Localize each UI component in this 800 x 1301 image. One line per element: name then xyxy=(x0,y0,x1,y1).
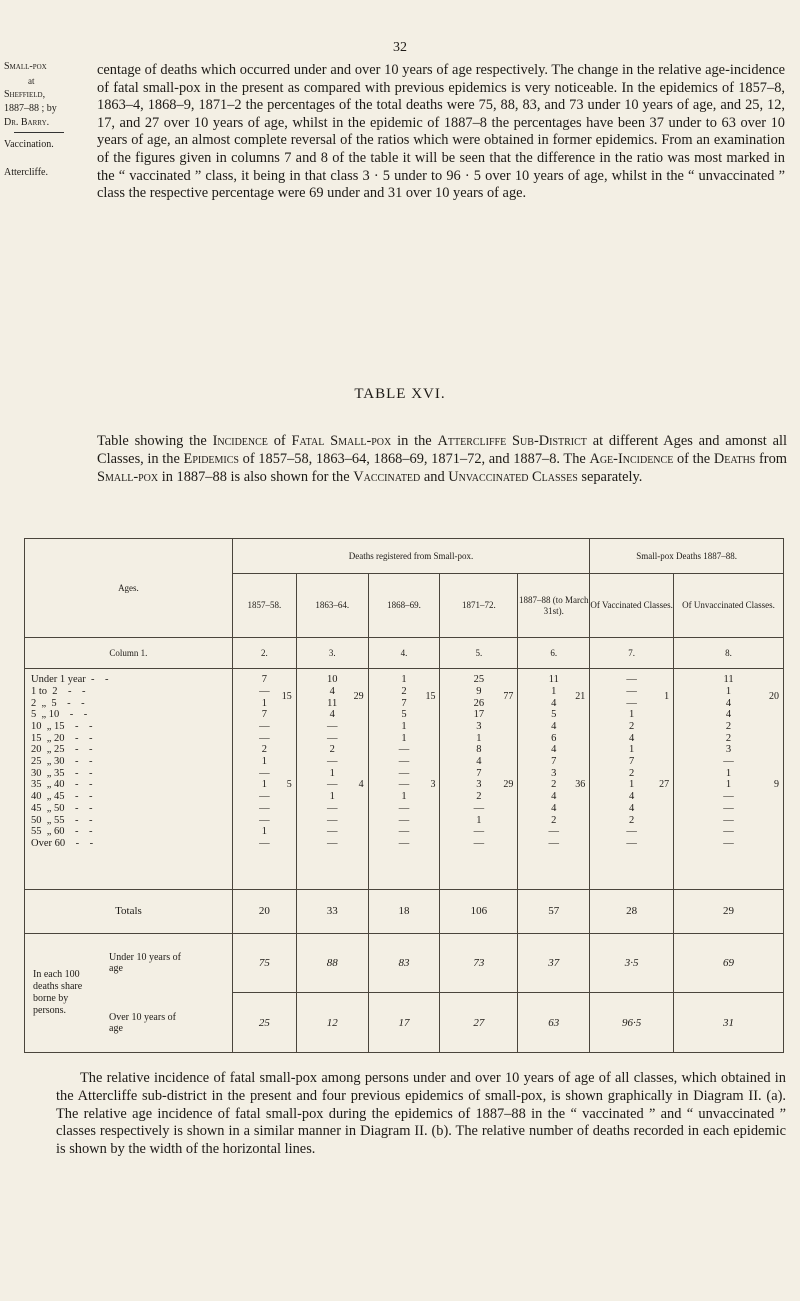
caption-fragment: in the xyxy=(391,433,438,449)
age-label: 35 „ 40 - - xyxy=(31,779,93,791)
cell-value: — xyxy=(398,826,410,838)
cell-value: 1 xyxy=(329,791,335,803)
total-value: 33 xyxy=(296,889,368,933)
cell-value: 1 xyxy=(551,685,557,697)
data-column xyxy=(674,669,784,890)
margin-notes xyxy=(4,60,94,180)
cell-value: — xyxy=(626,674,637,686)
cell-value: — xyxy=(723,756,734,768)
cell-value: 11 xyxy=(723,674,734,686)
age-label: 50 „ 55 - - xyxy=(31,814,93,826)
share-over-value: 27 xyxy=(440,993,518,1053)
smallpox-deaths-header: Small-pox Deaths 1887–88. xyxy=(590,539,784,574)
cell-value: 2 xyxy=(261,744,267,756)
cell-value: 1 xyxy=(329,767,335,779)
column-number: 6. xyxy=(518,638,590,669)
column-header: Of Unvaccinated Classes. xyxy=(674,574,784,638)
cell-value: — xyxy=(473,802,485,814)
totals-label: Totals xyxy=(25,889,233,933)
cell-value: 4 xyxy=(725,697,732,709)
cell-value: 1 xyxy=(401,791,407,803)
cell-value: — xyxy=(326,779,338,791)
share-over-value: 17 xyxy=(368,993,440,1053)
data-column xyxy=(296,669,368,890)
margin-note: Dr. Barry. xyxy=(4,117,50,128)
cell-value: 1 xyxy=(261,756,267,768)
share-under-value: 88 xyxy=(296,933,368,993)
column-header: Of Vaccinated Classes. xyxy=(590,574,674,638)
total-value: 18 xyxy=(368,889,440,933)
share-under-value: 3·5 xyxy=(590,933,674,993)
cell-value: — xyxy=(626,837,637,849)
cell-value: 4 xyxy=(551,791,557,803)
closing-paragraph xyxy=(56,1070,786,1159)
cell-value: 2 xyxy=(629,814,635,826)
share-label xyxy=(25,933,233,1052)
ages-header: Ages. xyxy=(25,539,233,638)
cell-value: 3 xyxy=(476,779,482,791)
cell-value: 2 xyxy=(551,779,557,791)
column-header: 1868–69. xyxy=(368,574,440,638)
cell-value: 2 xyxy=(725,720,732,732)
cell-value: 1 xyxy=(629,779,635,791)
caption-fragment: Unvaccinated Classes xyxy=(448,469,578,485)
age-label: Over 60 - - xyxy=(31,837,94,849)
share-over-value: 96·5 xyxy=(590,993,674,1053)
cell-value: 2 xyxy=(476,791,482,803)
age-label: 1 to 2 - - xyxy=(31,685,86,697)
intro-paragraph xyxy=(97,62,785,203)
deaths-registered-header: Deaths registered from Small-pox. xyxy=(232,539,589,574)
cell-value: 4 xyxy=(329,709,335,721)
age-label: 20 „ 25 - - xyxy=(31,744,93,756)
cell-value: 7 xyxy=(476,767,482,779)
data-column xyxy=(440,669,518,890)
under-10-group-total: 21 xyxy=(575,691,586,703)
cell-value: — xyxy=(723,802,734,814)
margin-note: Sheffield, xyxy=(4,89,46,100)
caption-fragment: Incidence xyxy=(212,433,268,449)
cell-value: — xyxy=(259,685,270,697)
column-number: 8. xyxy=(674,638,784,669)
share-under-value: 83 xyxy=(368,933,440,993)
share-over-value: 12 xyxy=(296,993,368,1053)
intro-text: centage of deaths which occurred under and over 10 years of age respectively. The change in the relative age-incidence of fatal small-pox in the present as compared with previous epidemics is very noticeable. In the epidemics of 1857–8, 1863–4, 1868–9, 1871–2 the percentages of the total deaths were 75, 88, 83, and 73 under 10 years of age, and 25, 12, 17, and 27 over 10 years of age, whilst in the epidemic of 1887–8 the percentages have been 37 under to 63 over 10 years of age, an almost complete reversal of the ratios which were obtained in former epidemics. From an examination of the figures given in columns 7 and 8 of the table it will be seen that the difference in the ratio was most marked in the “ vaccinated ” class, it being in that class 3 · 5 under to 96 · 5 over 10 years of age, whilst in the “ unvaccinated ” class the respective percentage were 69 under and 31 over 10 years of age. xyxy=(97,62,785,202)
caption-fragment: from xyxy=(755,451,787,467)
cell-value: — xyxy=(548,837,560,849)
cell-value: — xyxy=(398,814,410,826)
smallpox-table xyxy=(24,538,784,1053)
cell-value: 3 xyxy=(725,744,732,756)
age-labels xyxy=(25,669,233,890)
age-label: 10 „ 15 - - xyxy=(31,720,93,732)
under-10-group-total: 29 xyxy=(353,691,364,703)
caption-fragment: at different Ages and amonst all Classes, in the xyxy=(97,433,787,467)
cell-value: — xyxy=(259,720,270,732)
share-under-value: 75 xyxy=(232,933,296,993)
cell-value: — xyxy=(473,837,485,849)
total-value: 57 xyxy=(518,889,590,933)
cell-value: — xyxy=(259,732,270,744)
cell-value: 1 xyxy=(401,674,407,686)
cell-value: 8 xyxy=(476,744,482,756)
cell-value: 3 xyxy=(476,720,482,732)
cell-value: 1 xyxy=(476,814,482,826)
age-label: 2 „ 5 - - xyxy=(31,697,85,709)
cell-value: 7 xyxy=(629,756,635,768)
age-label: 45 „ 50 - - xyxy=(31,802,93,814)
cell-value: 4 xyxy=(725,709,732,721)
age-label: 30 „ 35 - - xyxy=(31,767,93,779)
cell-value: — xyxy=(326,732,338,744)
cell-value: 7 xyxy=(551,756,557,768)
over-10-group-total: 27 xyxy=(659,779,670,791)
cell-value: 9 xyxy=(476,685,482,697)
data-column xyxy=(518,669,590,890)
margin-note: Small-pox xyxy=(4,61,47,72)
data-column xyxy=(590,669,674,890)
caption-fragment: Deaths xyxy=(713,451,756,467)
share-over-value: 25 xyxy=(232,993,296,1053)
cell-value: 1 xyxy=(401,720,407,732)
cell-value: 2 xyxy=(329,744,335,756)
cell-value: — xyxy=(398,837,410,849)
margin-note: Vaccination. xyxy=(4,139,54,150)
cell-value: — xyxy=(398,744,410,756)
cell-value: 2 xyxy=(629,720,635,732)
cell-value: — xyxy=(326,802,338,814)
total-value: 28 xyxy=(590,889,674,933)
column-number: 7. xyxy=(590,638,674,669)
under-10-group-total: 77 xyxy=(503,691,514,703)
cell-value: — xyxy=(723,837,734,849)
column-number: 2. xyxy=(232,638,296,669)
data-column xyxy=(232,669,296,890)
cell-value: — xyxy=(259,791,270,803)
caption-fragment: of 1857–58, 1863–64, 1868–69, 1871–72, and 1887–8. The xyxy=(239,451,590,467)
cell-value: 4 xyxy=(551,802,557,814)
table-caption xyxy=(97,432,787,486)
cell-value: 1 xyxy=(261,826,267,838)
cell-value: — xyxy=(398,779,410,791)
cell-value: 11 xyxy=(327,697,338,709)
cell-value: 5 xyxy=(551,709,557,721)
total-value: 29 xyxy=(674,889,784,933)
cell-value: 1 xyxy=(476,732,482,744)
page-number: 32 xyxy=(393,40,407,55)
over-10-group-total: 9 xyxy=(774,779,779,791)
caption-fragment: Epidemics xyxy=(183,451,239,467)
closing-text: The relative incidence of fatal small-pox among persons under and over 10 years of age of all classes, which obtained in the Attercliffe sub-district in the present and four previous epidemics of small-pox, is shown graphically in Diagram II. (a). The relative age incidence of fatal small-pox during the epidemics of 1887–88 in the “ vaccinated ” and “ unvaccinated ” classes respectively is shown in a similar manner in Diagram II. (b). The relative number of deaths recorded in each epidemic is shown by the width of the horizontal lines. xyxy=(56,1070,786,1158)
cell-value: — xyxy=(326,826,338,838)
caption-fragment: Attercliffe Sub-District xyxy=(437,433,587,449)
cell-value: — xyxy=(259,837,270,849)
cell-value: — xyxy=(326,837,338,849)
cell-value: 11 xyxy=(548,674,559,686)
age-label: 15 „ 20 - - xyxy=(31,732,93,744)
over-10-group-total: 36 xyxy=(575,779,586,791)
cell-value: — xyxy=(626,826,637,838)
over-10-group-total: 5 xyxy=(286,779,292,791)
cell-value: 7 xyxy=(261,674,267,686)
cell-value: 4 xyxy=(476,756,482,768)
cell-value: 7 xyxy=(261,709,267,721)
cell-value: 4 xyxy=(551,697,557,709)
caption-fragment: Fatal Small-pox xyxy=(291,433,392,449)
cell-value: 4 xyxy=(551,720,557,732)
cell-value: — xyxy=(626,697,637,709)
share-over-value: 63 xyxy=(518,993,590,1053)
age-label: 55 „ 60 - - xyxy=(31,826,93,838)
over-10-group-total: 29 xyxy=(503,779,514,791)
cell-value: 1 xyxy=(725,779,732,791)
column-header: 1857–58. xyxy=(232,574,296,638)
cell-value: — xyxy=(723,826,734,838)
caption-fragment: of xyxy=(267,433,292,449)
caption-fragment: Vaccinated xyxy=(353,469,421,485)
cell-value: 2 xyxy=(725,732,732,744)
cell-value: 2 xyxy=(401,685,407,697)
column-header: 1887–88 (to March 31st). xyxy=(518,574,590,638)
cell-value: 1 xyxy=(261,697,267,709)
cell-value: 4 xyxy=(629,802,635,814)
share-under-value: 37 xyxy=(518,933,590,993)
cell-value: — xyxy=(259,802,270,814)
cell-value: — xyxy=(723,791,734,803)
cell-value: 1 xyxy=(629,744,635,756)
over-10-group-total: 4 xyxy=(358,779,364,791)
cell-value: — xyxy=(626,685,637,697)
under-10-group-total: 1 xyxy=(664,691,670,703)
cell-value: 2 xyxy=(629,767,635,779)
margin-divider xyxy=(14,132,64,133)
cell-value: 1 xyxy=(629,709,635,721)
under-10-group-total: 15 xyxy=(281,691,292,703)
cell-value: 1 xyxy=(401,732,407,744)
cell-value: — xyxy=(398,756,410,768)
cell-value: — xyxy=(326,720,338,732)
cell-value: — xyxy=(326,814,338,826)
age-label: 40 „ 45 - - xyxy=(31,791,93,803)
margin-note: 1887–88 ; by xyxy=(4,103,57,114)
cell-value: — xyxy=(548,826,560,838)
table-number: TABLE XVI. xyxy=(354,386,446,402)
share-under-value: 73 xyxy=(440,933,518,993)
cell-value: 17 xyxy=(473,709,485,721)
column-number: 5. xyxy=(440,638,518,669)
cell-value: 1 xyxy=(725,685,732,697)
cell-value: 4 xyxy=(329,685,335,697)
cell-value: 5 xyxy=(401,709,407,721)
cell-value: — xyxy=(398,802,410,814)
cell-value: 6 xyxy=(551,732,557,744)
share-under-value: 69 xyxy=(674,933,784,993)
age-label: 25 „ 30 - - xyxy=(31,756,93,768)
cell-value: 2 xyxy=(551,814,557,826)
margin-note: at xyxy=(28,76,35,86)
cell-value: 10 xyxy=(326,674,338,686)
caption-fragment: Age-Incidence xyxy=(589,451,674,467)
cell-value: 1 xyxy=(725,767,732,779)
column-number: 3. xyxy=(296,638,368,669)
over-10-group-total: 3 xyxy=(430,779,436,791)
caption-fragment: and xyxy=(420,469,449,485)
cell-value: 1 xyxy=(261,779,267,791)
share-over-label: Over 10 years of age xyxy=(109,1011,176,1034)
column-header: 1871–72. xyxy=(440,574,518,638)
total-value: 106 xyxy=(440,889,518,933)
under-10-group-total: 20 xyxy=(769,691,779,703)
share-label-main: In each 100 deaths share borne by persons. xyxy=(33,968,83,1016)
cell-value: — xyxy=(259,767,270,779)
data-column xyxy=(368,669,440,890)
caption-fragment: Table showing the xyxy=(97,433,213,449)
cell-value: — xyxy=(259,814,270,826)
caption-fragment: in 1887–88 is also shown for the xyxy=(158,469,354,485)
cell-value: — xyxy=(398,767,410,779)
cell-value: 3 xyxy=(551,767,557,779)
cell-value: 7 xyxy=(401,697,407,709)
column-number: Column 1. xyxy=(25,638,233,669)
cell-value: 4 xyxy=(629,732,635,744)
caption-fragment: Small-pox xyxy=(97,469,159,485)
share-under-label: Under 10 years of age xyxy=(109,951,181,974)
caption-fragment: separately. xyxy=(577,469,643,485)
age-label: 5 „ 10 - - xyxy=(31,709,88,721)
cell-value: 26 xyxy=(473,697,485,709)
share-over-value: 31 xyxy=(674,993,784,1053)
margin-note: Attercliffe. xyxy=(4,167,48,178)
column-number: 4. xyxy=(368,638,440,669)
cell-value: 4 xyxy=(629,791,635,803)
cell-value: — xyxy=(723,814,734,826)
cell-value: — xyxy=(473,826,485,838)
column-header: 1863–64. xyxy=(296,574,368,638)
cell-value: — xyxy=(326,756,338,768)
cell-value: 4 xyxy=(551,744,557,756)
under-10-group-total: 15 xyxy=(425,691,436,703)
total-value: 20 xyxy=(232,889,296,933)
caption-fragment: of the xyxy=(673,451,714,467)
cell-value: 25 xyxy=(473,674,485,686)
age-label: Under 1 year - - xyxy=(31,674,109,686)
